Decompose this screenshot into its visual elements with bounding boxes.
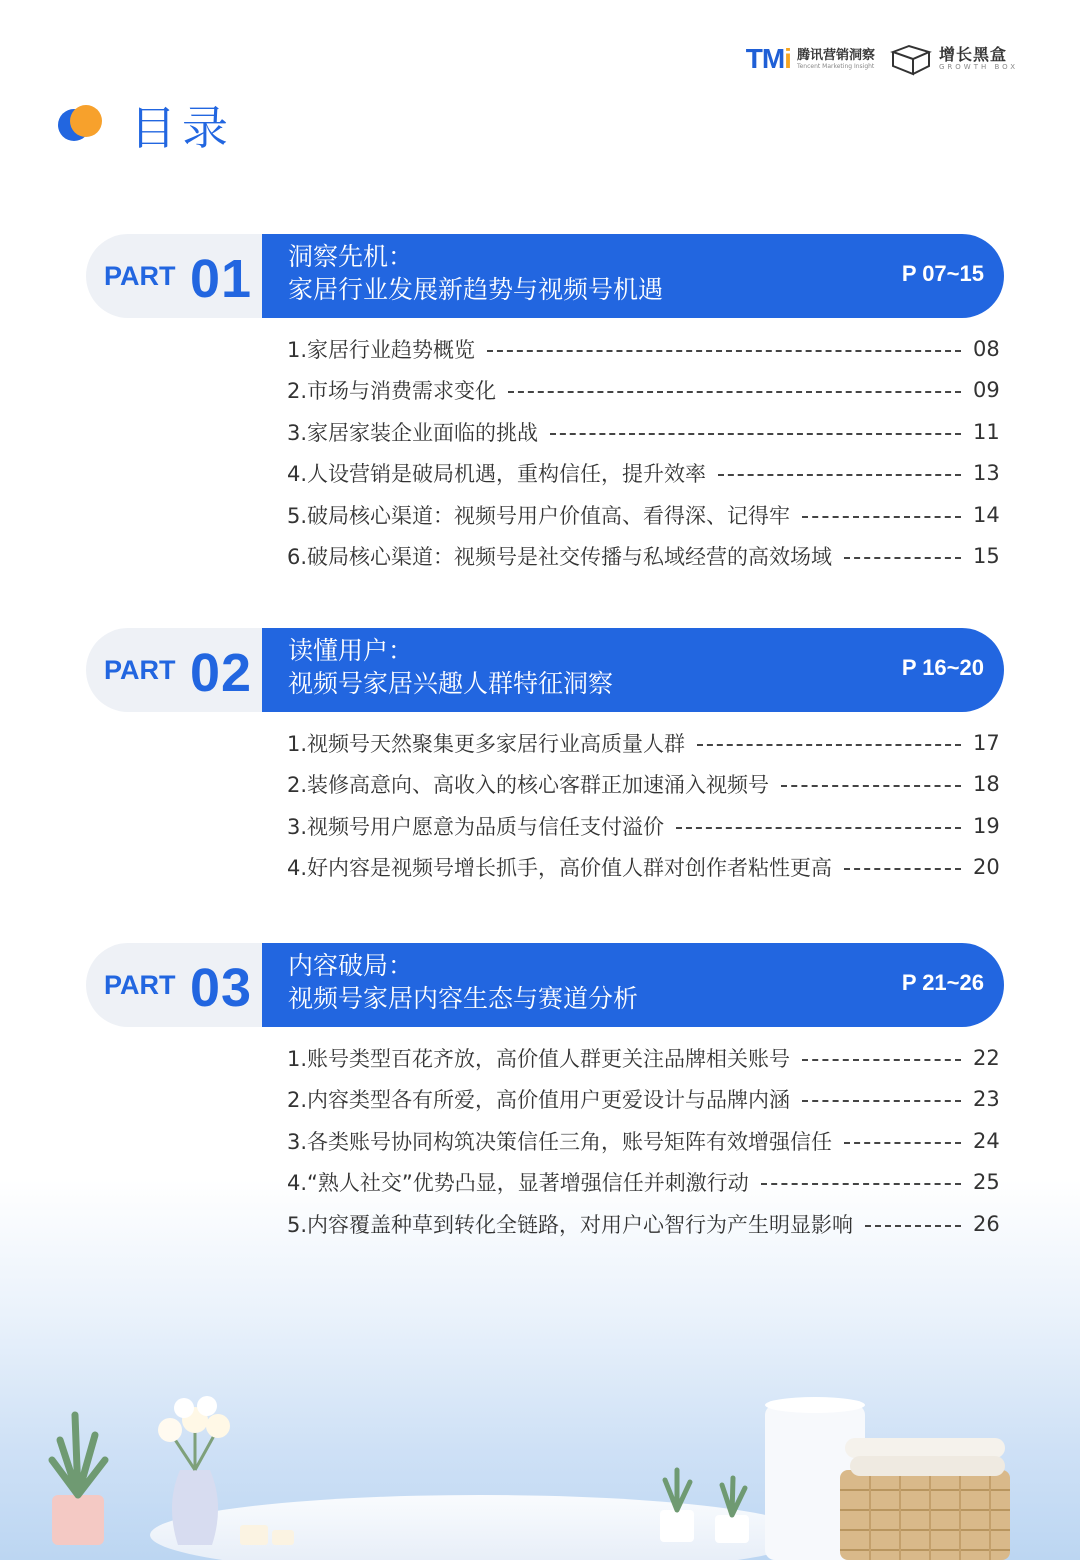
growth-box-name: 增长黑盒 (938, 45, 1007, 65)
dotted-leader (781, 785, 961, 787)
title-dots-icon (58, 105, 106, 145)
toc-item-text: 1.账号类型百花齐放，高价值人群更关注品牌相关账号 (287, 1046, 791, 1071)
section-title-bar (262, 943, 1004, 1027)
toc-item[interactable] (287, 411, 999, 453)
toc-item[interactable] (287, 764, 999, 806)
toc-item-page: 14 (973, 502, 1000, 527)
box-icon (889, 42, 933, 76)
toc-item-text: 6.破局核心渠道：视频号是社交传播与私域经营的高效场域 (287, 545, 833, 570)
toc-item-page: 23 (973, 1087, 1000, 1112)
dotted-leader (550, 433, 961, 435)
section-title-line1: 内容破局： (288, 951, 414, 980)
candle-shape (240, 1525, 268, 1545)
toc-item-text: 3.视频号用户愿意为品质与信任支付溢价 (287, 814, 665, 839)
toc-item-page: 15 (973, 544, 1000, 569)
toc-item-text: 3.家居家装企业面临的挑战 (287, 420, 539, 445)
section-title-line1: 读懂用户： (288, 636, 414, 665)
dotted-leader (697, 744, 961, 746)
toc-item-page: 20 (973, 855, 1000, 880)
toc-section-1 (86, 234, 1004, 577)
candle-shape (272, 1530, 294, 1545)
dotted-leader (865, 1225, 961, 1227)
tmi-mark: TMi (745, 43, 791, 74)
tmi-subtitle: Tencent Marketing Insight (796, 62, 875, 70)
toc-item-page: 18 (973, 772, 1000, 797)
toc-item-text: 5.破局核心渠道：视频号用户价值高、看得深、记得牢 (287, 503, 791, 528)
toc-item-page: 13 (973, 461, 1000, 486)
toc-item-page: 22 (973, 1045, 1000, 1070)
part-number: 03 (190, 958, 253, 1018)
dotted-leader (802, 1059, 961, 1061)
toc-item-text: 4.人设营销是破局机遇，重构信任，提升效率 (287, 462, 707, 487)
part-number: 02 (190, 643, 253, 703)
home-decor-illustration (0, 1320, 1080, 1560)
toc-item-page: 26 (973, 1211, 1000, 1236)
toc-item-page: 19 (973, 813, 1000, 838)
toc-item[interactable] (287, 722, 999, 764)
toc-item-page: 09 (973, 378, 1000, 403)
dotted-leader (802, 1100, 961, 1102)
toc-item-text: 5.内容覆盖种草到转化全链路，对用户心智行为产生明显影响 (287, 1212, 854, 1237)
growth-box-logo (889, 42, 1018, 76)
toc-section-3 (86, 943, 1004, 1245)
dotted-leader (844, 1142, 961, 1144)
toc-item-page: 11 (973, 419, 1000, 444)
toc-item[interactable] (287, 1079, 999, 1121)
section-title-line2: 视频号家居内容生态与赛道分析 (288, 984, 639, 1013)
toc-item[interactable] (287, 370, 999, 412)
toc-section-2 (86, 628, 1004, 888)
toc-item-page: 17 (973, 730, 1000, 755)
succulent-plant-icon (52, 1415, 105, 1545)
part-number: 01 (190, 249, 253, 309)
toc-item[interactable] (287, 536, 999, 578)
toc-item[interactable] (287, 1162, 999, 1204)
section-title-line2: 视频号家居兴趣人群特征洞察 (288, 669, 614, 698)
toc-item[interactable] (287, 453, 999, 495)
toc-item[interactable] (287, 1203, 999, 1245)
section-banner[interactable] (86, 234, 1004, 318)
toc-item-text: 2.市场与消费需求变化 (287, 379, 497, 404)
toc-item-page: 25 (973, 1170, 1000, 1195)
section-page-range: P 21~26 (901, 970, 984, 995)
tmi-logo (746, 43, 875, 75)
toc-item[interactable] (287, 847, 999, 889)
toc-list (287, 1037, 999, 1245)
part-label: PART (104, 655, 176, 685)
section-title-line2: 家居行业发展新趋势与视频号机遇 (288, 275, 664, 304)
dotted-leader (676, 827, 961, 829)
toc-item[interactable] (287, 494, 999, 536)
dotted-leader (761, 1183, 961, 1185)
toc-list (287, 328, 999, 577)
section-page-range: P 07~15 (901, 261, 984, 286)
section-banner[interactable] (86, 628, 1004, 712)
basket-icon (840, 1438, 1010, 1560)
section-title-bar (262, 628, 1004, 712)
tmi-name: 腾讯营销洞察 (796, 47, 875, 63)
toc-item[interactable] (287, 1120, 999, 1162)
part-label: PART (104, 261, 176, 291)
toc-item-page: 24 (973, 1128, 1000, 1153)
section-title-bar (262, 234, 1004, 318)
dotted-leader (508, 391, 961, 393)
part-label: PART (104, 970, 176, 1000)
section-banner[interactable] (86, 943, 1004, 1027)
toc-item-page: 08 (973, 336, 1000, 361)
toc-list (287, 722, 999, 888)
dotted-leader (844, 557, 961, 559)
dotted-leader (844, 868, 961, 870)
page-title-group (58, 92, 234, 158)
section-title-line1: 洞察先机： (288, 242, 414, 271)
dotted-leader (718, 474, 961, 476)
toc-item[interactable] (287, 1037, 999, 1079)
dotted-leader (802, 516, 961, 518)
toc-item-text: 1.家居行业趋势概览 (287, 337, 476, 362)
toc-item-text: 3.各类账号协同构筑决策信任三角，账号矩阵有效增强信任 (287, 1129, 833, 1154)
growth-box-subtitle: GROWTH BOX (938, 62, 1018, 71)
toc-item-text: 1.视频号天然聚集更多家居行业高质量人群 (287, 731, 686, 756)
page-title: 目录 (130, 101, 234, 155)
section-page-range: P 16~20 (901, 655, 984, 680)
toc-item-text: 2.内容类型各有所爱，高价值用户更爱设计与品牌内涵 (287, 1088, 791, 1113)
toc-item[interactable] (287, 328, 999, 370)
toc-item-text: 4.“熟人社交”优势凸显，显著增强信任并刺激行动 (287, 1171, 749, 1196)
toc-item-text: 2.装修高意向、高收入的核心客群正加速涌入视频号 (287, 773, 770, 798)
header-logos (746, 42, 1018, 76)
toc-item[interactable] (287, 805, 999, 847)
dotted-leader (487, 350, 961, 352)
toc-item-text: 4.好内容是视频号增长抓手，高价值人群对创作者粘性更高 (287, 856, 833, 881)
